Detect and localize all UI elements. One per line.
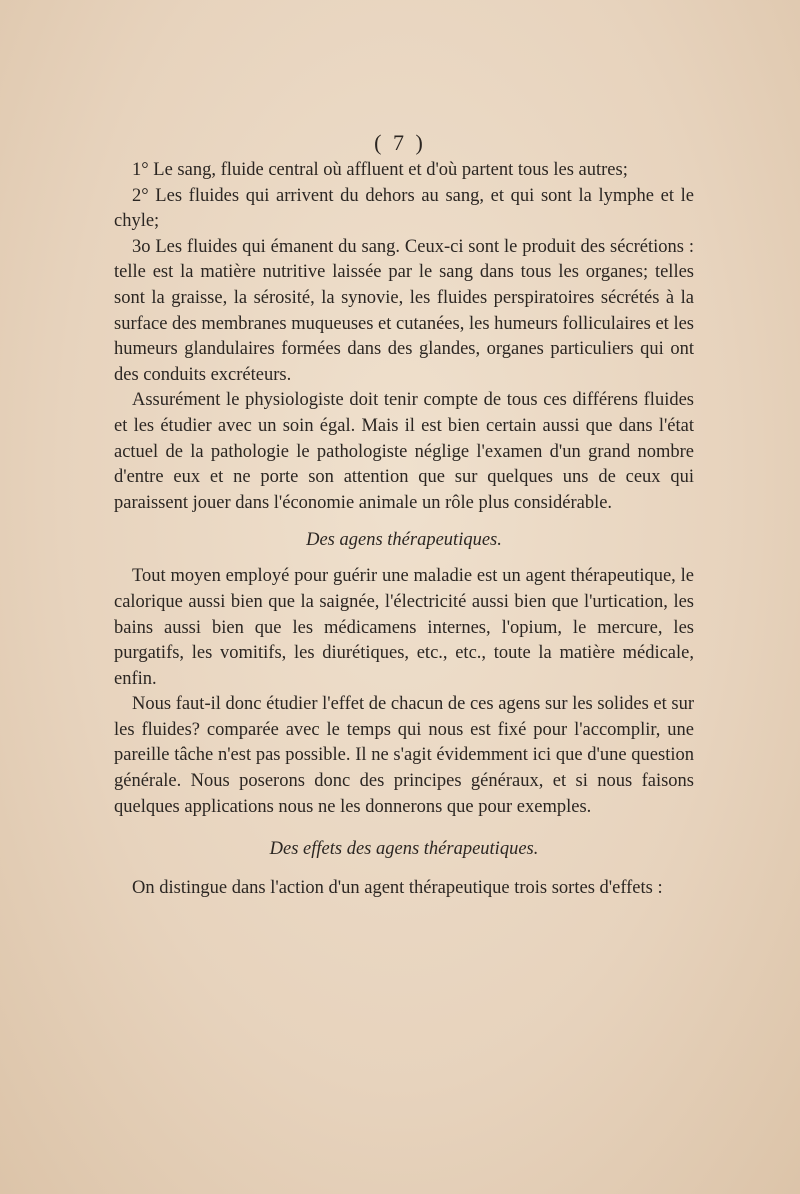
paragraph-physiologist: Assurément le physiologiste doit tenir compte de tous ces différens fluides et les étudier avec un soin égal. Mais il est bien certain aussi que dans l'état actuel de la pathologie le pathologiste néglige l'examen d'un grand nombre d'entre eux et ne porte son attention que sur quelques uns de ceux qui paraissent jouer dans l'économie animale un rôle plus considérable. bbox=[114, 390, 694, 513]
paragraph-item-1: 1° Le sang, fluide central où affluent et d'où partent tous les autres; bbox=[132, 160, 628, 180]
body-text bbox=[114, 158, 694, 902]
section-heading-effects: Des effets des agens thérapeutiques. bbox=[269, 839, 539, 860]
paragraph-item-2: 2° Les fluides qui arrivent du dehors au sang, et qui sont la lymphe et le chyle; bbox=[114, 185, 694, 232]
paragraph-study-effects: Nous faut-il donc étudier l'effet de chacun de ces agens sur les solides et sur les fluides? comparée avec le temps qui nous est fixé pour l'accomplir, une pareille tâche n'est pas possible. Il ne s'agit évidemment ici que d'une question générale. Nous poserons donc des principes généraux, et si nous faisons quelques applications nous ne les donnerons que pour exemples. bbox=[114, 694, 694, 817]
page-number: ( 7 ) bbox=[374, 130, 426, 155]
section-heading-therapeutic-agents: Des agens thérapeutiques. bbox=[306, 529, 502, 550]
paragraph-three-effects: On distingue dans l'action d'un agent thérapeutique trois sortes d'effets : bbox=[132, 878, 663, 899]
paragraph-therapeutic-means: Tout moyen employé pour guérir une maladie est un agent thérapeutique, le calorique aussi bien que la saignée, l'électricité aussi bien que l'urtication, les bains aussi bien que les médicamens internes, l'opium, le mercure, les purgatifs, les vomitifs, les diurétiques, etc., etc., toute la matière médicale, enfin. bbox=[114, 566, 694, 689]
paragraph-item-3: 3o Les fluides qui émanent du sang. Ceux-ci sont le produit des sécrétions : telle est la matière nutritive laissée par le sang dans tous les organes; telles sont la graisse, la sérosité, la synovie, les fluides perspiratoires sécrétés à la surface des membranes muqueuses et cutanées, les humeurs folliculaires et les humeurs glandulaires formées dans des glandes, organes particuliers qui ont des conduits excréteurs. bbox=[114, 236, 694, 385]
